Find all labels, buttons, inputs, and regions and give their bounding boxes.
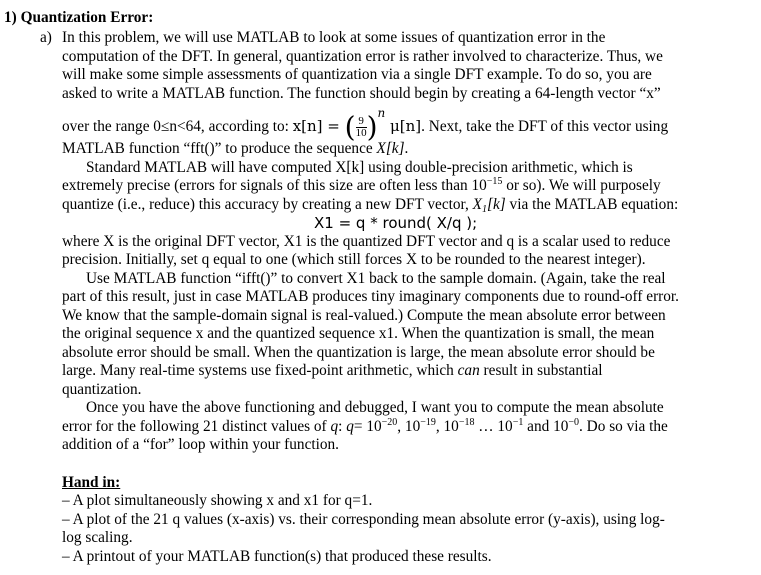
line6-prefix: MATLAB function “fft()” to produce the sequence [62, 140, 377, 157]
text-line-3: will make some simple assessments of quantization via a single DFT example. To do so, you are [62, 66, 652, 83]
section-title: Quantization Error: [20, 9, 154, 26]
section-heading [4, 9, 153, 27]
text-line-11: precision. Initially, set q equal to one (which still forces X to be rounded to the nearest integer). [62, 251, 646, 268]
formula-exponent: n [377, 106, 386, 120]
text-line-12: Use MATLAB function “ifft()” to convert X1 back to the sample domain. (Again, take the real [86, 270, 666, 287]
matlab-equation: X1 = q * round( X/q ); [314, 214, 478, 232]
section-number: 1) [4, 9, 17, 26]
fraction [356, 116, 367, 139]
hand-in-item-3: – A printout of your MATLAB function(s) that produced these results. [62, 548, 492, 565]
line20-sup2: −19 [420, 417, 436, 428]
line5-suffix: . Next, take the DFT of this vector using [421, 118, 669, 135]
line20-sup5: −0 [568, 417, 580, 428]
text-line-1: In this problem, we will use MATLAB to look at some issues of quantization error in the [62, 29, 606, 46]
text-line-5 [62, 106, 669, 144]
formula-x: x[n] = [292, 117, 345, 135]
line20-sup4: −1 [512, 417, 524, 428]
line20-q2: q [346, 418, 354, 435]
line17-can: can [457, 362, 480, 379]
line8-suffix: or so). We will purposely [502, 177, 661, 194]
line20-eq: = 10 [353, 418, 382, 435]
line9-X: X [472, 196, 483, 213]
text-line-21: addition of a “for” loop within your function. [62, 436, 339, 453]
open-paren: ( [344, 110, 356, 144]
line9-sub: 1 [482, 204, 488, 215]
line20-c4: and 10 [523, 418, 569, 435]
formula-mu: μ[n] [385, 117, 422, 135]
text-line-14: We know that the sample-domain signal is real-valued.) Compute the mean absolute error between [62, 307, 666, 324]
text-line-8 [62, 177, 661, 195]
text-line-6 [62, 140, 408, 158]
line9-suffix: via the MATLAB equation: [505, 196, 679, 213]
text-line-19: Once you have the above functioning and debugged, I want you to compute the mean absolute [86, 399, 664, 416]
line17-suffix: result in substantial [479, 362, 603, 379]
fraction-denominator: 10 [355, 126, 367, 139]
text-line-20 [62, 418, 668, 436]
hand-in-item-2-cont: log scaling. [62, 529, 133, 546]
line6-Xk: X[k] [376, 140, 405, 157]
close-paren: ) [366, 110, 378, 144]
line20-sup1: −20 [381, 417, 398, 428]
line20-suffix: . Do so via the [579, 418, 668, 435]
line5-prefix: over the range 0≤n<64, according to: [62, 118, 293, 135]
line20-c3: … 10 [474, 418, 513, 435]
text-line-4: asked to write a MATLAB function. The function should begin by creating a 64-length vector “x” [62, 85, 661, 102]
line9-prefix: quantize (i.e., reduce) this accuracy by creating a new DFT vector, [62, 196, 473, 213]
text-line-18: quantization. [62, 381, 142, 398]
line8-prefix: extremely precise (errors for signals of this size are often less than 10 [62, 177, 487, 194]
hand-in-heading: Hand in: [62, 474, 121, 491]
line8-sup: −15 [486, 176, 503, 187]
text-line-2: computation of the DFT. In general, quantization error is rather involved to characterize. Thus, we [62, 48, 663, 65]
line20-colon: : [338, 418, 347, 435]
line20-c2: , 10 [435, 418, 459, 435]
line20-prefix: error for the following 21 distinct values of [62, 418, 331, 435]
text-line-17 [62, 362, 603, 380]
line20-c1: , 10 [397, 418, 421, 435]
line20-q: q [330, 418, 339, 435]
text-line-15: the original sequence x and the quantized sequence x1. When the quantization is small, the mean [62, 325, 655, 342]
fraction-numerator: 9 [358, 114, 364, 127]
line20-sup3: −18 [458, 417, 475, 428]
part-a-label: a) [40, 29, 52, 46]
text-line-10: where X is the original DFT vector, X1 is the quantized DFT vector and q is a scalar used to reduce [62, 233, 671, 250]
text-line-13: part of this result, just in case MATLAB produces tiny imaginary components due to round-off error. [62, 288, 679, 305]
text-line-16: absolute error should be small. When the quantization is large, the mean absolute error should be [62, 344, 655, 361]
hand-in-item-2: – A plot of the 21 q values (x-axis) vs. their corresponding mean absolute error (y-axis), using log- [62, 511, 665, 528]
line17-prefix: large. Many real-time systems use fixed-point arithmetic, which [62, 362, 458, 379]
text-line-7: Standard MATLAB will have computed X[k] using double-precision arithmetic, which is [86, 159, 633, 176]
line6-suffix: . [404, 140, 409, 157]
text-line-9 [62, 196, 678, 214]
line9-k: [k] [487, 196, 506, 213]
hand-in-item-1: – A plot simultaneously showing x and x1 for q=1. [62, 492, 373, 509]
